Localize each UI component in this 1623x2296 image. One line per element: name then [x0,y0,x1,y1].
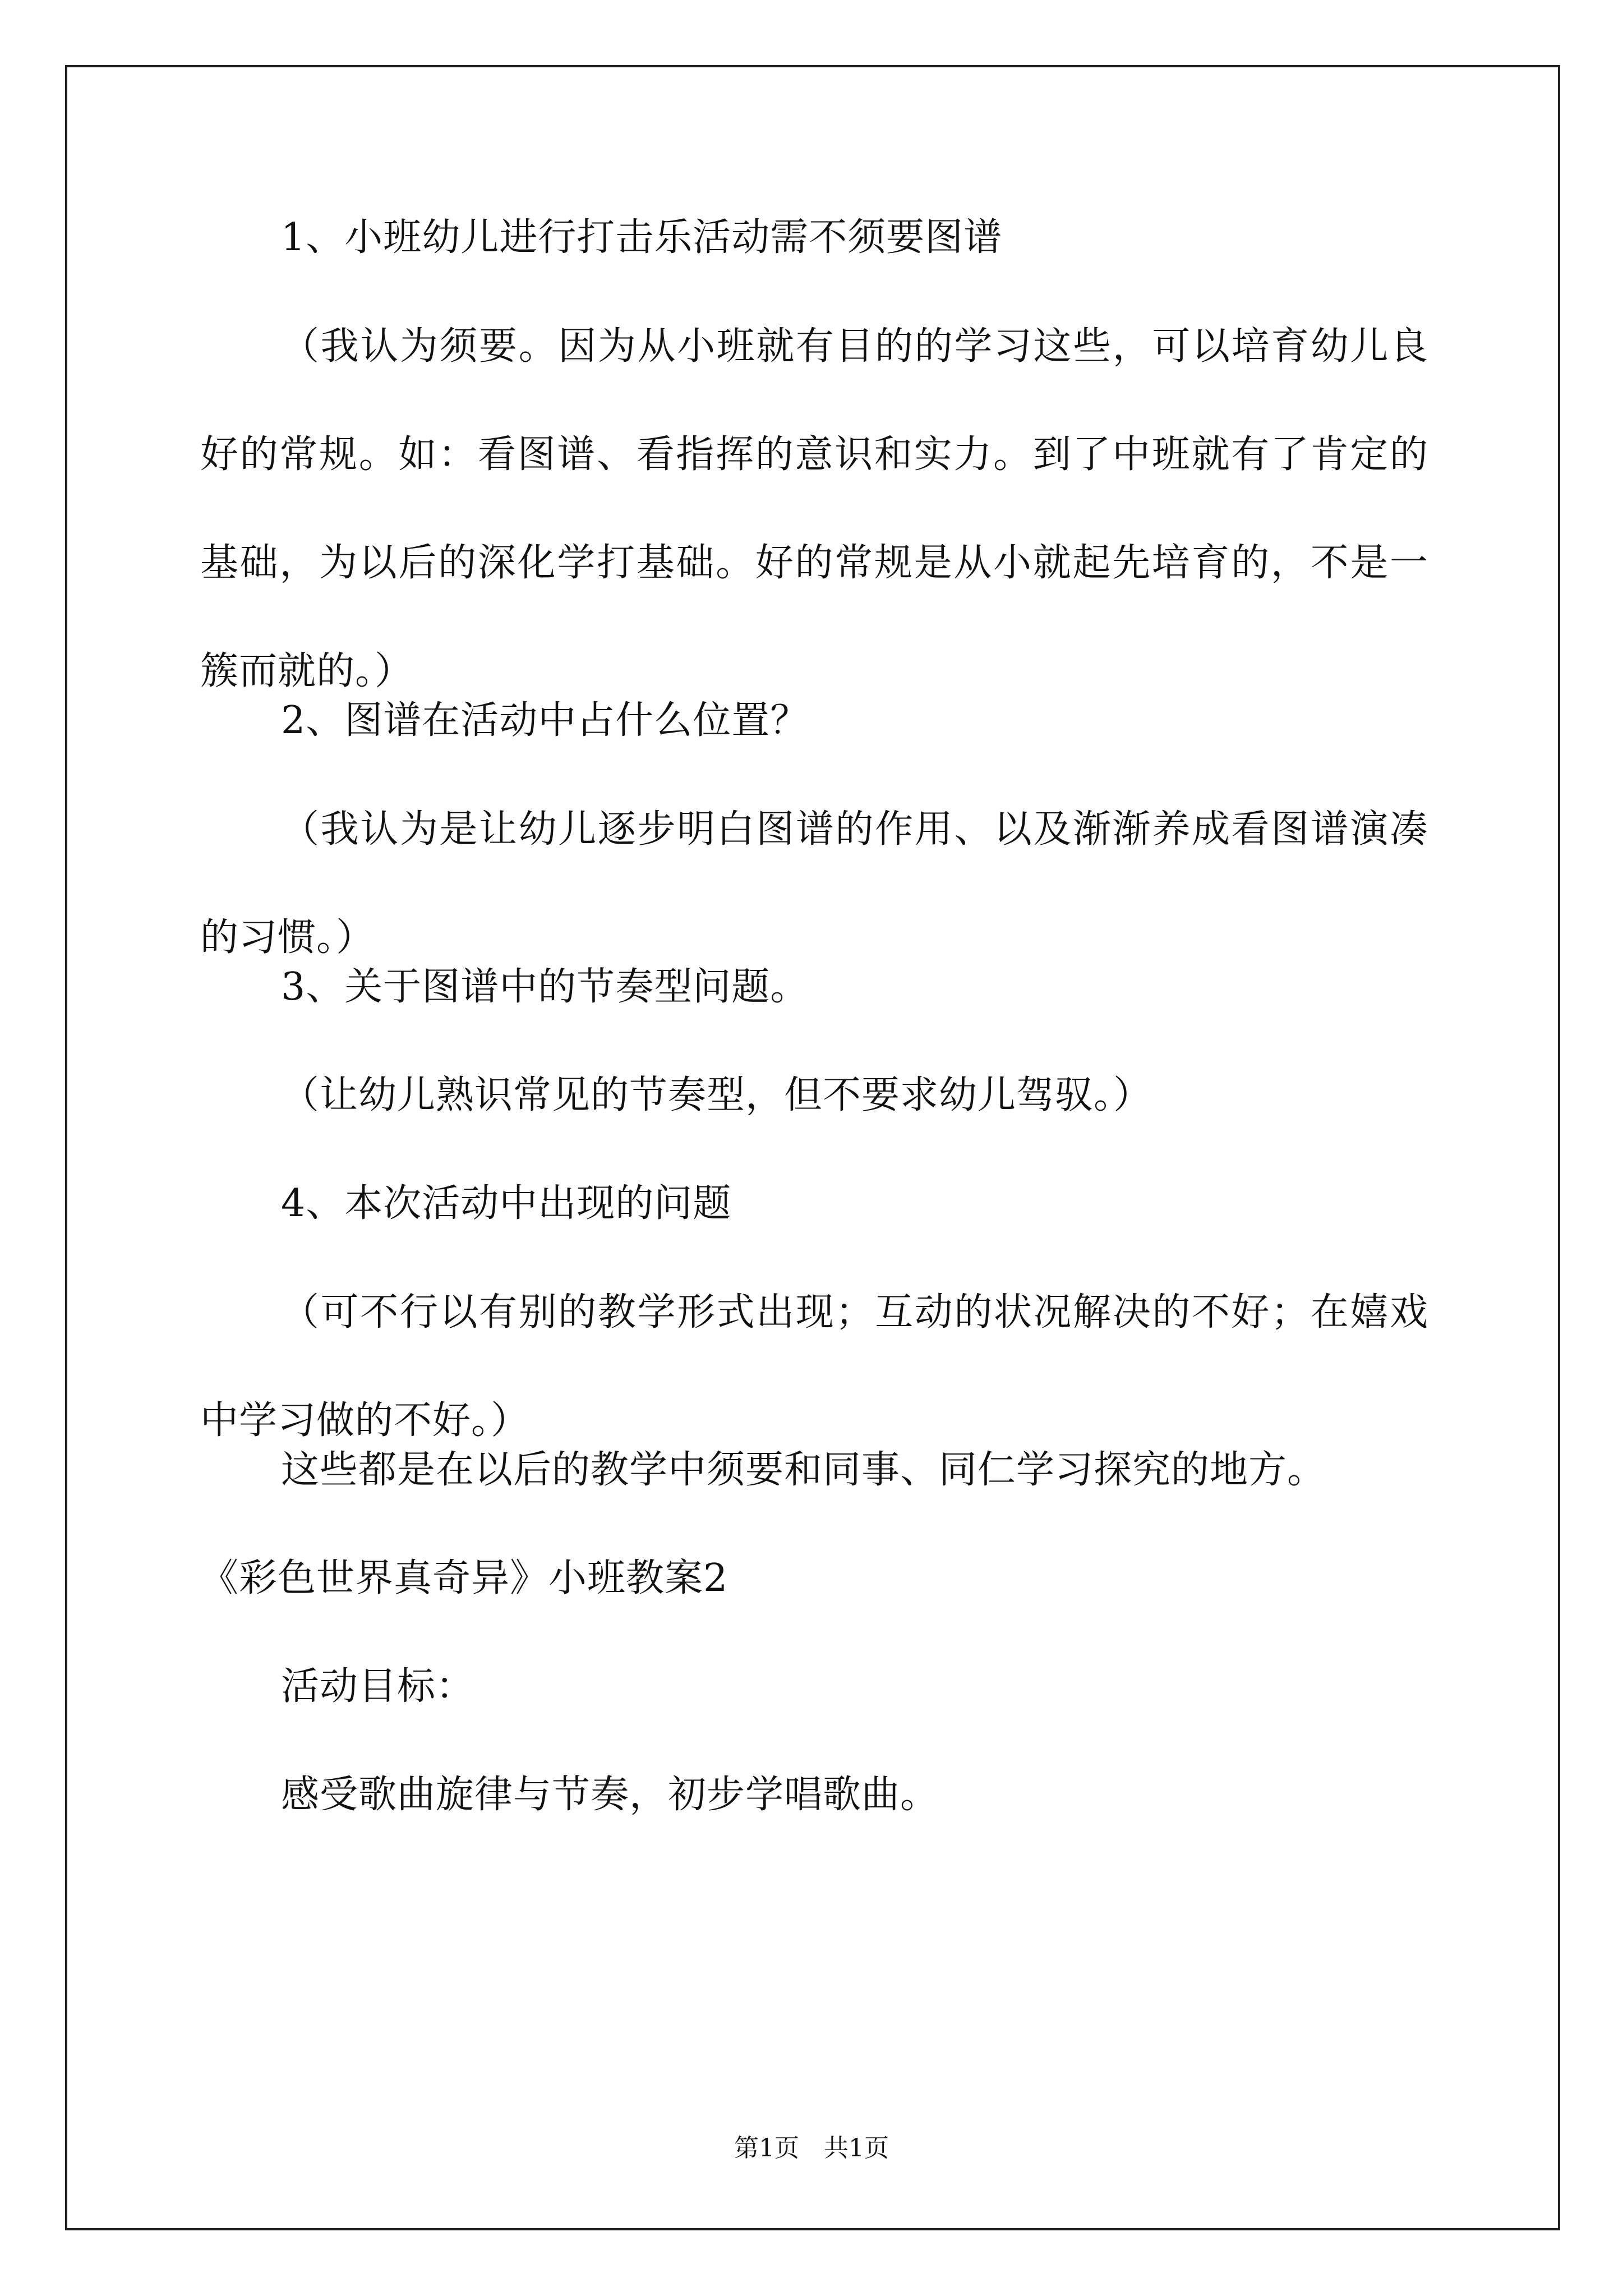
lesson-title: 《彩色世界真奇异》小班教案2 [200,1556,728,1600]
answer-3: （让幼儿熟识常见的节奏型，但不要求幼儿驾驭。） [281,1073,1152,1117]
question-2: 2、图谱在活动中占什么位置？ [281,698,809,743]
summary-paragraph: 这些都是在以后的教学中须要和同事、同仁学习探究的地方。 [281,1448,1326,1492]
question-1: 1、小班幼儿进行打击乐活动需不须要图谱 [281,215,1003,260]
page-footer: 第1页 共1页 [734,2134,889,2162]
answer-1: （我认为须要。因为从小班就有目的的学习这些，可以培育幼儿良好的常规。如：看图谱、看指挥的意识和实力。到了中班就有了肯定的基础，为以后的深化学打基础。好的常规是从小就起先培育的，不是一簇而就的。） [200,324,1428,693]
document-body [200,213,1428,1879]
goal-label: 活动目标： [281,1664,475,1709]
answer-2: （我认为是让幼儿逐步明白图谱的作用、以及渐渐养成看图谱演凑的习惯。） [200,807,1428,960]
question-3: 3、关于图谱中的节奏型问题。 [281,965,809,1009]
answer-4: （可不行以有别的教学形式出现；互动的状况解决的不好；在嬉戏中学习做的不好。） [200,1290,1428,1443]
goal-item-1: 感受歌曲旋律与节奏，初步学唱歌曲。 [281,1773,939,1817]
question-4: 4、本次活动中出现的问题 [281,1181,732,1226]
